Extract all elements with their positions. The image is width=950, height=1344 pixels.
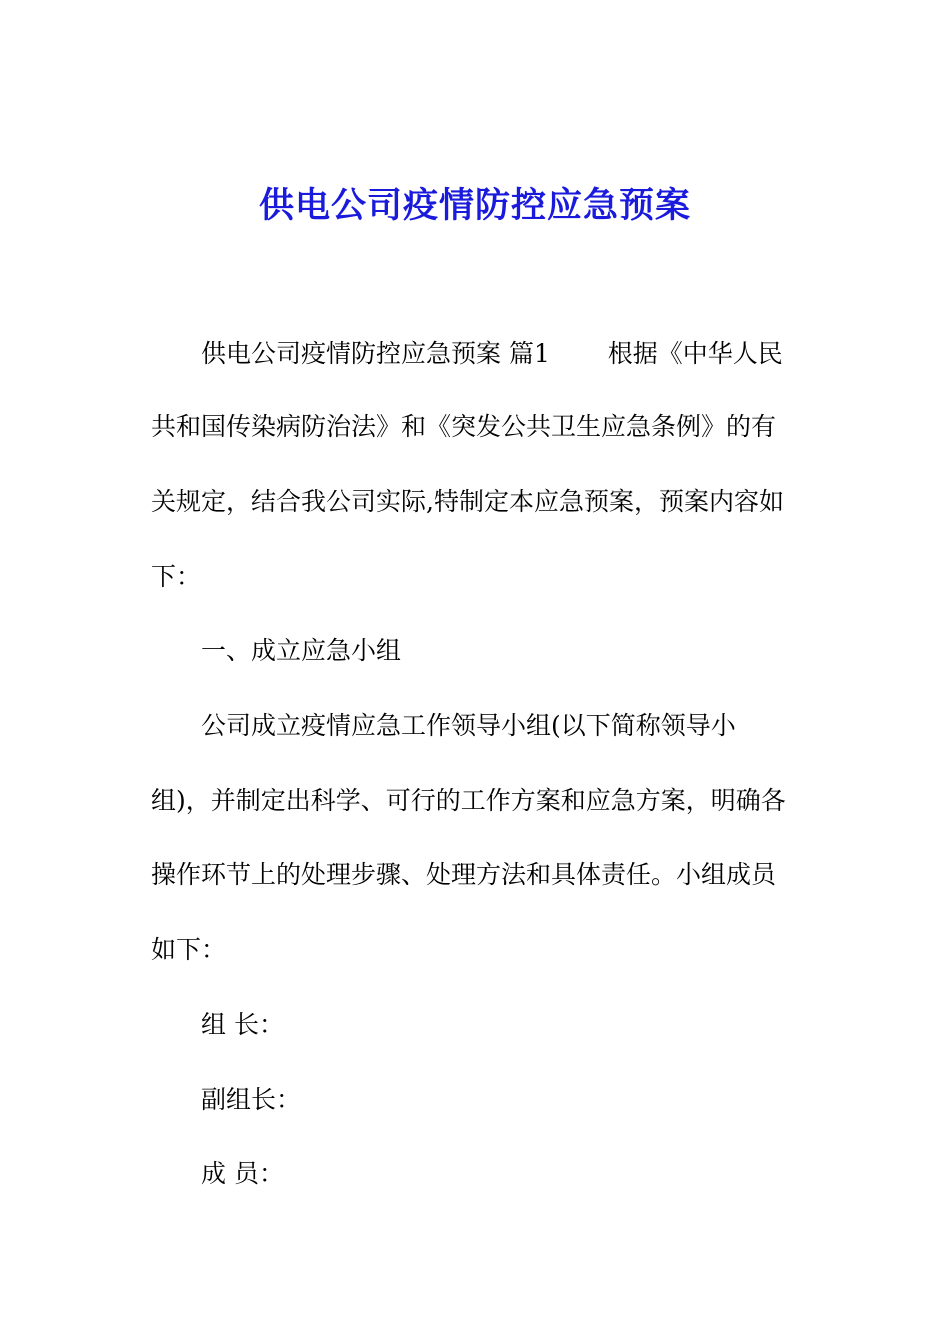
member-group-leader: 组 长：: [201, 1010, 284, 1039]
section-heading: 一、成立应急小组: [201, 636, 402, 665]
section-body-line-3: 操作环节上的处理步骤、处理方法和具体责任。小组成员: [151, 860, 777, 889]
section-body-line-4: 如下：: [151, 935, 227, 964]
intro-line-2: 共和国传染病防治法》和《突发公共卫生应急条例》的有: [151, 412, 777, 441]
member-members: 成 员：: [201, 1159, 284, 1188]
section-body-line-1: 公司成立疫情应急工作领导小组(以下简称领导小: [201, 711, 736, 740]
intro-line-4: 下：: [151, 562, 202, 591]
document-title: 供电公司疫情防控应急预案: [258, 186, 691, 226]
intro-line-3: 关规定，结合我公司实际,特制定本应急预案，预案内容如: [151, 487, 784, 516]
section-body-line-2: 组)，并制定出科学、可行的工作方案和应急方案，明确各: [151, 786, 786, 815]
member-deputy-leader: 副组长：: [201, 1085, 302, 1114]
intro-line-1: 供电公司疫情防控应急预案 篇1 根据《中华人民: [201, 339, 783, 368]
